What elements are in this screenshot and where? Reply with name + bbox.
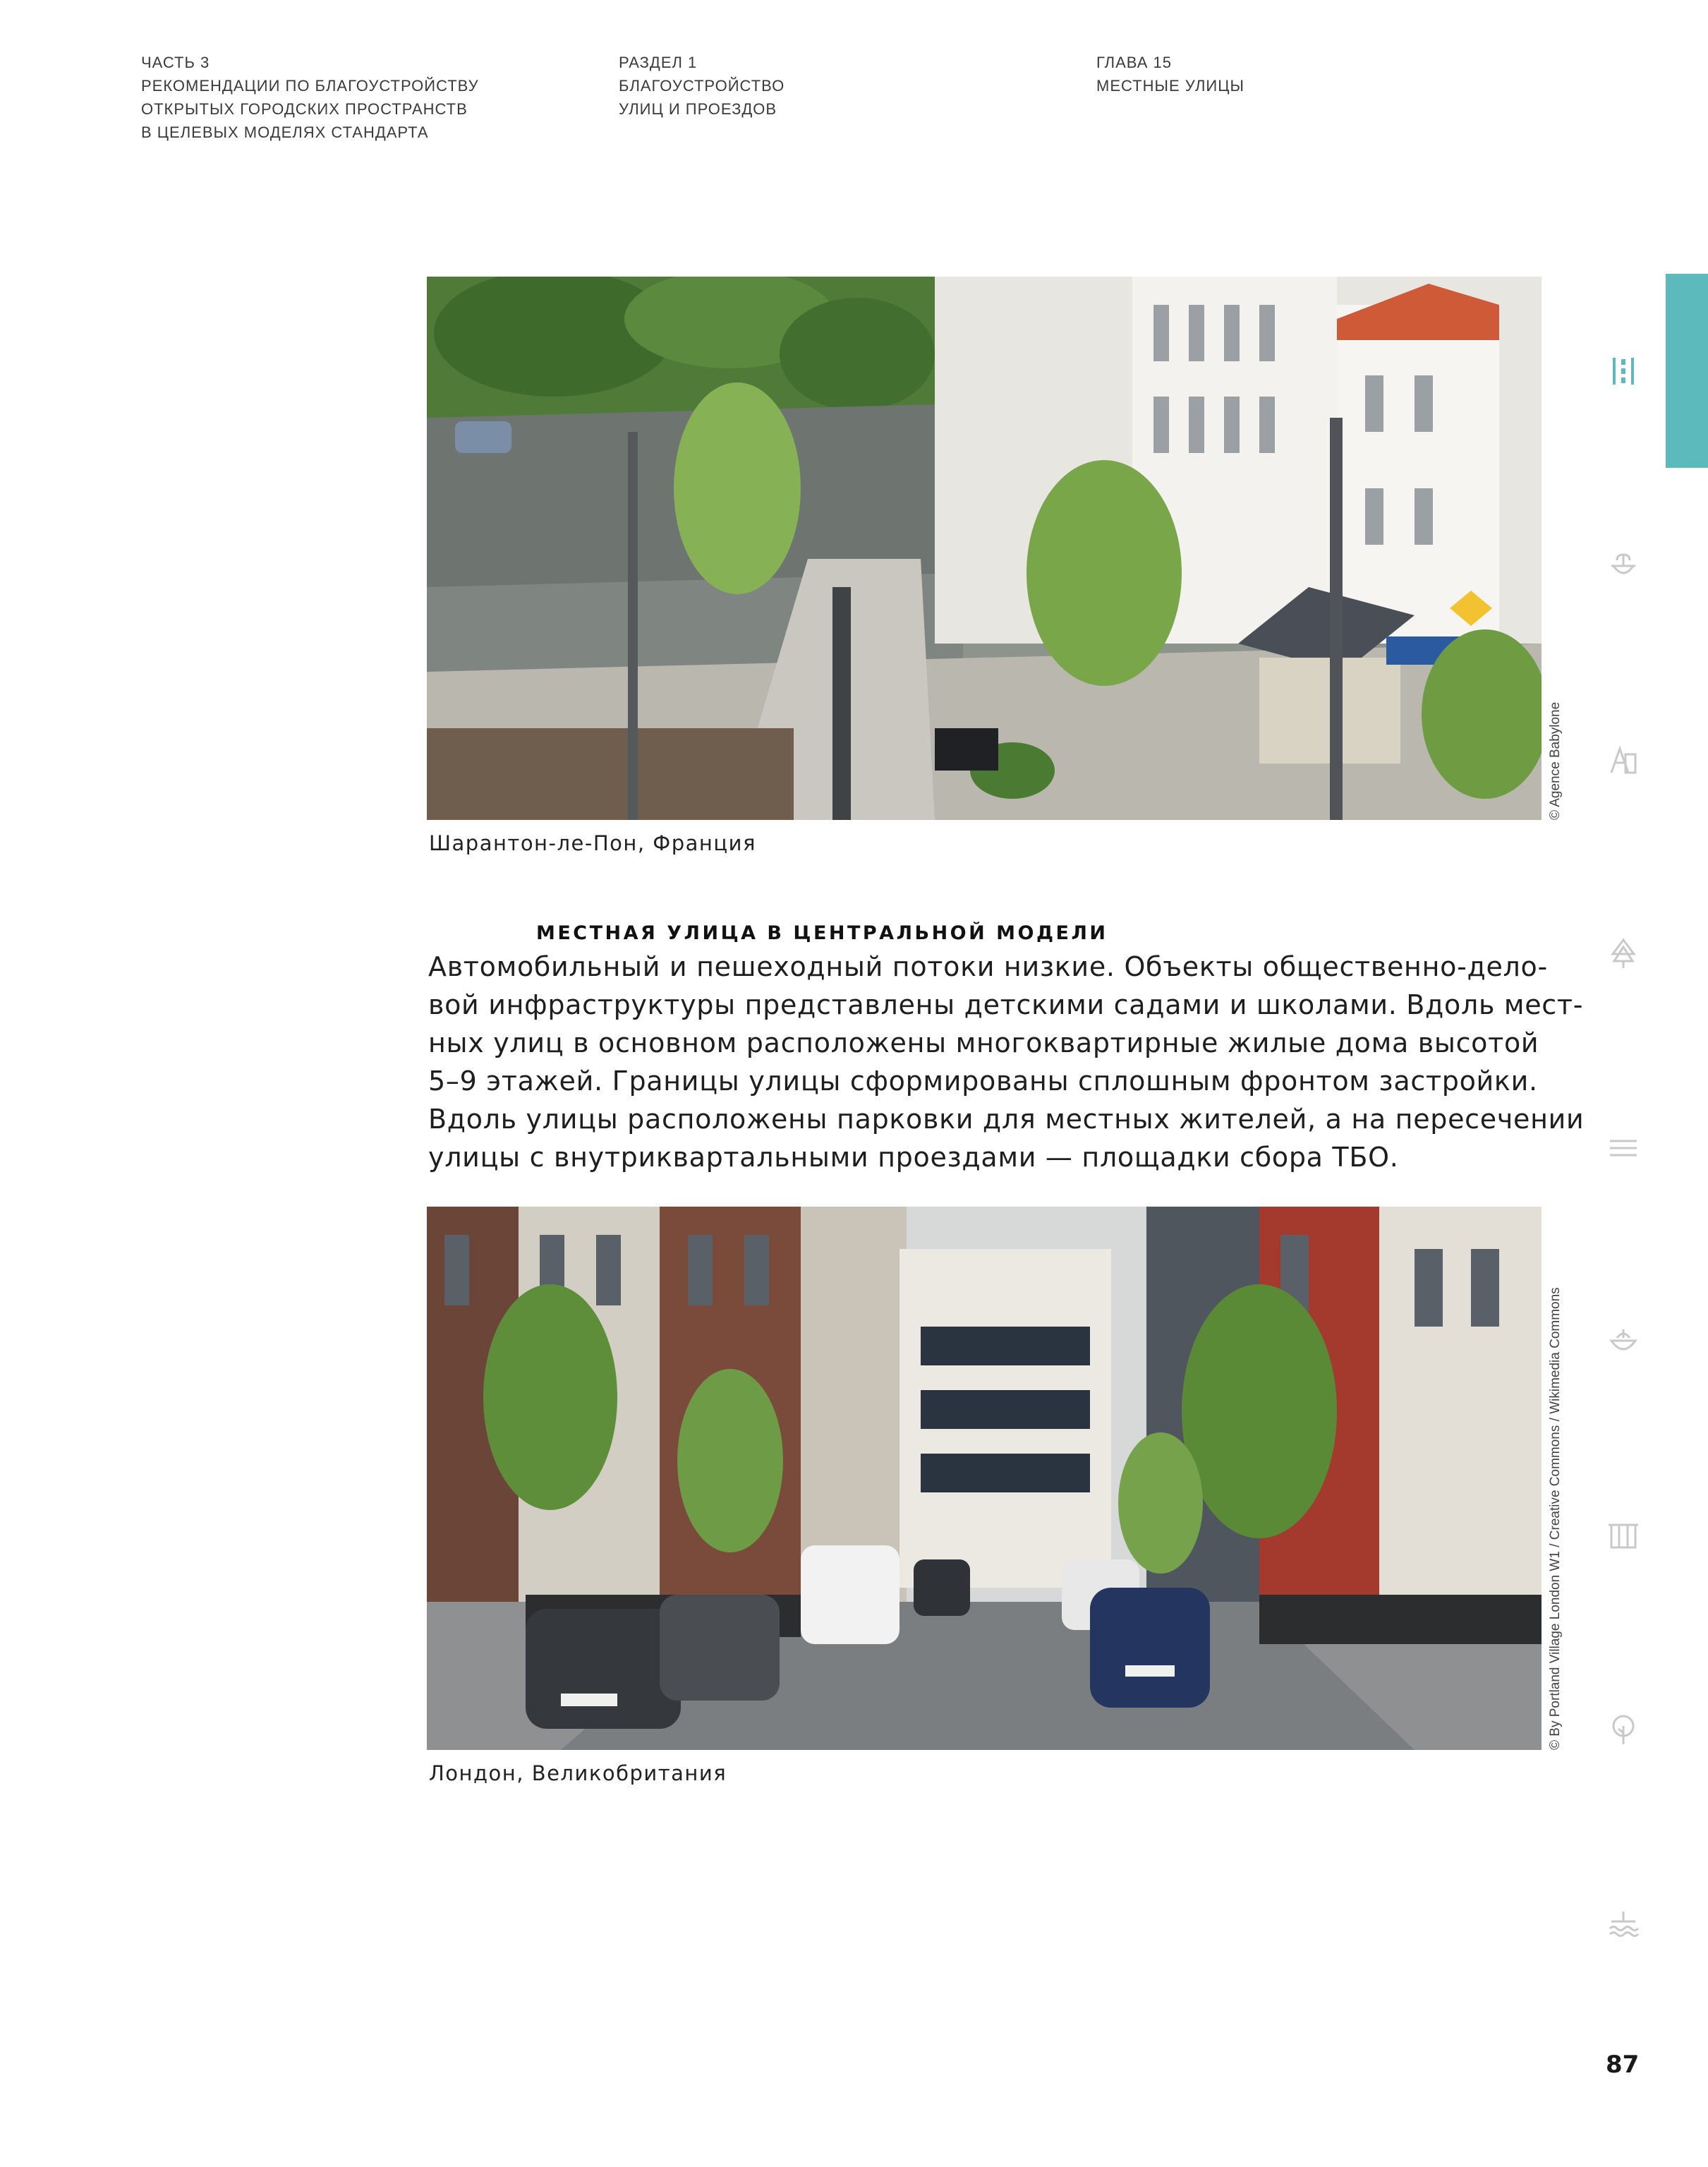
street-photo-charenton-image — [427, 277, 1542, 820]
header-section-line: УЛИЦ И ПРОЕЗДОВ — [619, 100, 777, 118]
header-section — [619, 51, 785, 121]
photo-caption-london: Лондон, Великобритания — [429, 1761, 727, 1785]
fountain-icon[interactable] — [1607, 549, 1640, 581]
gate-icon[interactable] — [1607, 1519, 1640, 1552]
photo-credit-charenton: © Agence Babylone — [1548, 701, 1563, 820]
body-line: вой инфраструктуры представлены детскими садами и школами. Вдоль мест- — [428, 989, 1584, 1020]
body-line: Вдоль улицы расположены парковки для местных жителей, а на пересечении — [428, 1104, 1585, 1135]
building-icon[interactable] — [1607, 743, 1640, 775]
body-line: ных улиц в основном расположены многоквартирные жилые дома высотой — [428, 1027, 1539, 1058]
tree-round-icon[interactable] — [1607, 1713, 1640, 1746]
header-part-line: РЕКОМЕНДАЦИИ ПО БЛАГОУСТРОЙСТВУ — [141, 77, 479, 95]
lines-icon[interactable] — [1607, 1131, 1640, 1164]
page-number: 87 — [1606, 2051, 1640, 2079]
header-chapter-line: МЕСТНЫЕ УЛИЦЫ — [1096, 77, 1244, 95]
header-part-line: ОТКРЫТЫХ ГОРОДСКИХ ПРОСТРАНСТВ — [141, 100, 468, 118]
header-section-line: БЛАГОУСТРОЙСТВО — [619, 77, 785, 95]
section-heading: МЕСТНАЯ УЛИЦА В ЦЕНТРАЛЬНОЙ МОДЕЛИ — [536, 922, 1108, 944]
header-chapter — [1096, 51, 1244, 97]
bowl-icon[interactable] — [1607, 1325, 1640, 1358]
header-section-line: РАЗДЕЛ 1 — [619, 54, 698, 71]
active-chapter-tab — [1666, 274, 1708, 468]
photo-credit-london: © By Portland Village London W1 / Creative Commons / Wikimedia Commons — [1548, 1287, 1563, 1750]
street-photo-london-image — [427, 1207, 1542, 1750]
tree-icon[interactable] — [1607, 937, 1640, 970]
water-icon[interactable] — [1607, 1907, 1640, 1940]
body-line: Автомобильный и пешеходный потоки низкие. Объекты общественно-дело- — [428, 951, 1548, 982]
header-part-line: В ЦЕЛЕВЫХ МОДЕЛЯХ СТАНДАРТА — [141, 123, 429, 141]
street-photo-charenton — [427, 277, 1542, 820]
street-photo-london — [427, 1207, 1542, 1750]
body-line: 5–9 этажей. Границы улицы сформированы сплошным фронтом застройки. — [428, 1066, 1538, 1097]
header-chapter-line: ГЛАВА 15 — [1096, 54, 1172, 71]
header-part — [141, 51, 479, 144]
header-part-line: ЧАСТЬ 3 — [141, 54, 210, 71]
photo-caption-charenton: Шарантон-ле-Пон, Франция — [429, 831, 756, 855]
body-paragraph — [428, 948, 1584, 1176]
street-icon[interactable] — [1607, 355, 1640, 387]
body-line: улицы с внутриквартальными проездами — площадки сбора ТБО. — [428, 1142, 1399, 1173]
